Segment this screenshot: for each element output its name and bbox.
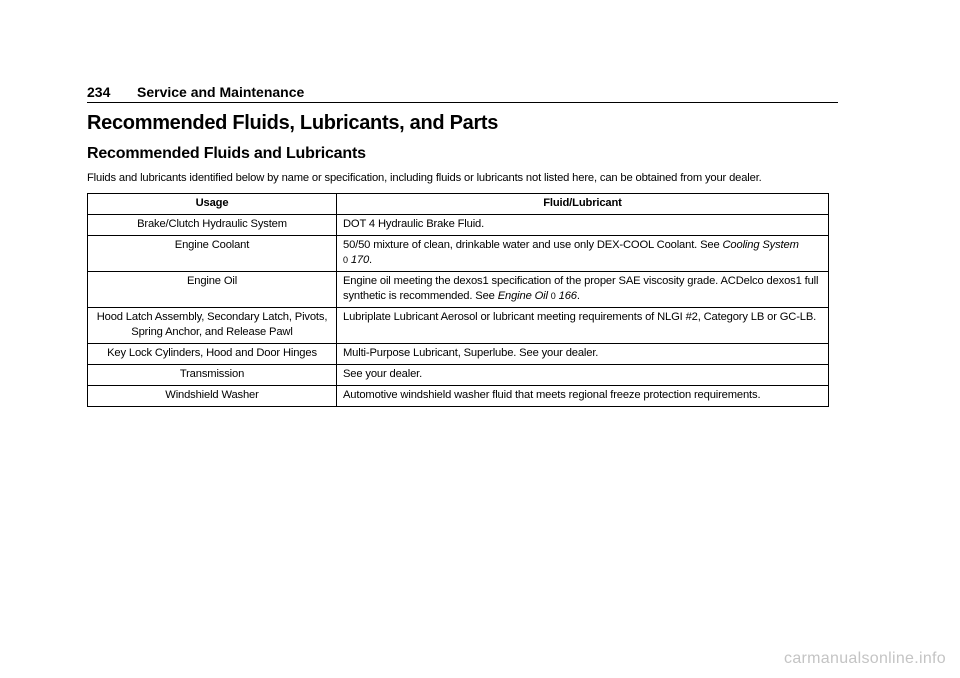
fluid-cell: Lubriplate Lubricant Aerosol or lubricant meeting requirements of NLGI #2, Category LB or GC-LB. (337, 308, 829, 344)
fluid-suffix: . (369, 254, 373, 266)
page-number: 234 (87, 84, 111, 100)
table-row (88, 236, 829, 272)
watermark: carmanualsonline.info (784, 650, 946, 667)
page-ref-icon: 0 (343, 255, 348, 265)
fluid-column-header: Fluid/Lubricant (337, 194, 829, 215)
fluid-cell: Multi-Purpose Lubricant, Superlube. See your dealer. (337, 344, 829, 365)
fluid-text: Engine oil meeting the dexos1 specification of the proper SAE viscosity grade. ACDelco dexos1 full synthetic is recommended. See (343, 275, 819, 302)
fluid-cell: See your dealer. (337, 365, 829, 386)
table-row (88, 344, 829, 365)
page-ref-icon: 0 (550, 291, 556, 301)
page-header (87, 84, 838, 103)
page-ref-number[interactable]: 166 (558, 290, 577, 302)
table-row (88, 215, 829, 236)
usage-cell: Hood Latch Assembly, Secondary Latch, Pivots, Spring Anchor, and Release Pawl (88, 308, 337, 344)
fluids-table (87, 193, 829, 407)
usage-cell: Key Lock Cylinders, Hood and Door Hinges (88, 344, 337, 365)
intro-paragraph: Fluids and lubricants identified below by name or specification, including fluids or lubricants not listed here, can be obtained from your dealer. (87, 172, 762, 184)
cross-reference-link[interactable]: Engine Oil (497, 290, 548, 302)
cross-reference-link[interactable]: Cooling System (722, 239, 799, 251)
table-row (88, 272, 829, 308)
page-title: Recommended Fluids, Lubricants, and Parts (87, 112, 499, 134)
fluid-cell (337, 272, 829, 308)
usage-cell: Engine Oil (88, 272, 337, 308)
usage-cell: Windshield Washer (88, 386, 337, 407)
usage-cell: Transmission (88, 365, 337, 386)
section-title: Service and Maintenance (137, 84, 305, 100)
table-row (88, 386, 829, 407)
table-row (88, 365, 829, 386)
usage-cell: Engine Coolant (88, 236, 337, 272)
table-header-row (88, 194, 829, 215)
usage-column-header: Usage (88, 194, 337, 215)
fluid-cell (337, 236, 829, 272)
fluid-cell: Automotive windshield washer fluid that meets regional freeze protection requirements. (337, 386, 829, 407)
fluid-cell: DOT 4 Hydraulic Brake Fluid. (337, 215, 829, 236)
section-subtitle: Recommended Fluids and Lubricants (87, 145, 366, 162)
usage-cell: Brake/Clutch Hydraulic System (88, 215, 337, 236)
fluid-suffix: . (576, 290, 580, 302)
page-ref-number[interactable]: 170 (350, 254, 370, 266)
table-row (88, 308, 829, 344)
fluid-text: 50/50 mixture of clean, drinkable water and use only DEX-COOL Coolant. See (343, 239, 720, 251)
